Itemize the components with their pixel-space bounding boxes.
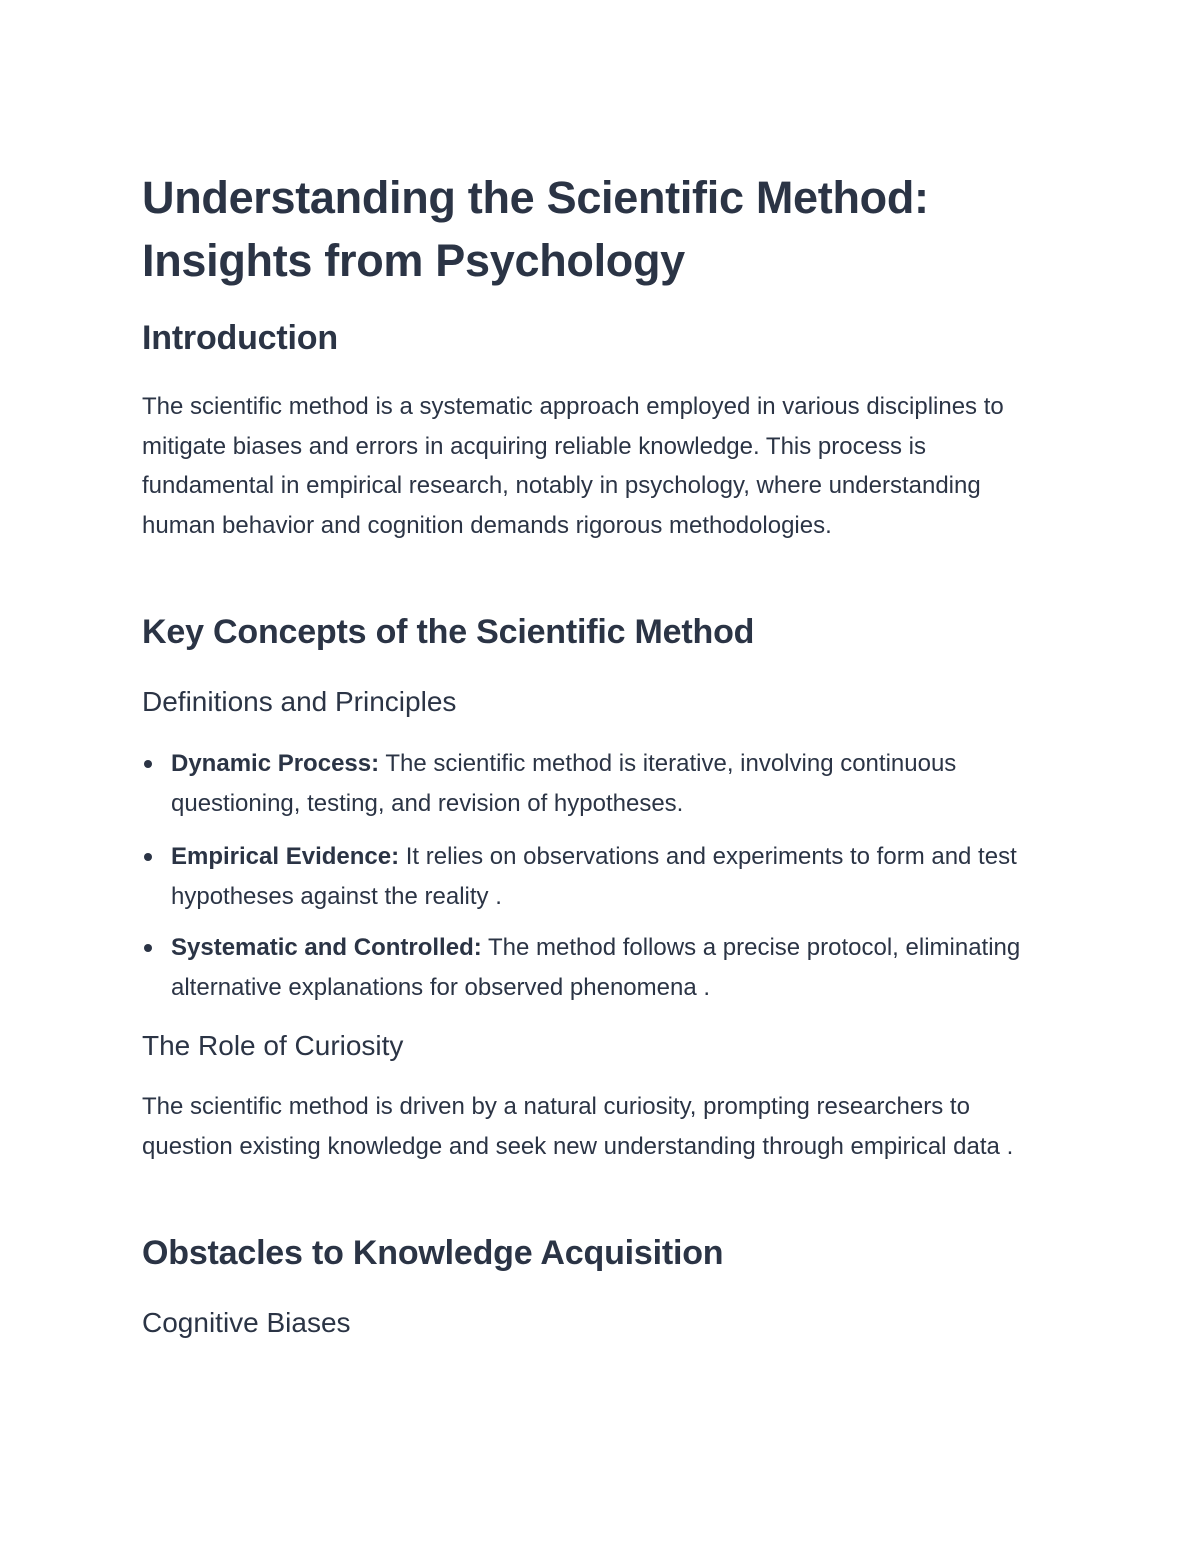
subheading-cognitive-biases: Cognitive Biases [142,1307,351,1338]
subheading-definitions-and-principles: Definitions and Principles [142,686,457,717]
list-item-term: Dynamic Process: [171,750,380,777]
list-item-term: Empirical Evidence: [171,843,400,870]
bullet-icon [144,853,152,861]
list-item-text: The scientific method is iterative, involving continuous questioning, testing, and revision of hypotheses. [171,750,957,817]
bullet-icon [144,760,152,768]
principles-list [142,744,1042,1007]
curiosity-paragraph: The scientific method is driven by a natural curiosity, prompting researchers to question existing knowledge and seek new understanding through empirical data . [142,1093,1014,1160]
subheading-role-of-curiosity: The Role of Curiosity [142,1030,404,1061]
bullet-icon [144,944,152,952]
list-item-text: It relies on observations and experiments to form and test hypotheses against the reality . [171,843,1017,910]
list-item [142,744,1042,823]
list-item [142,837,1042,916]
list-item-text: The method follows a precise protocol, eliminating alternative explanations for observed phenomena . [171,934,1021,1001]
document-title: Understanding the Scientific Method: Insights from Psychology [142,172,929,286]
section-heading-introduction: Introduction [142,319,338,357]
section-heading-obstacles: Obstacles to Knowledge Acquisition [142,1234,724,1272]
section-heading-key-concepts: Key Concepts of the Scientific Method [142,613,755,651]
list-item-term: Systematic and Controlled: [171,934,482,961]
introduction-paragraph: The scientific method is a systematic approach employed in various disciplines to mitigate biases and errors in acquiring reliable knowledge. This process is fundamental in empirical research, notably in psychology, where understanding human behavior and cognition demands rigorous methodologies. [142,393,1004,539]
list-item [142,928,1042,1007]
